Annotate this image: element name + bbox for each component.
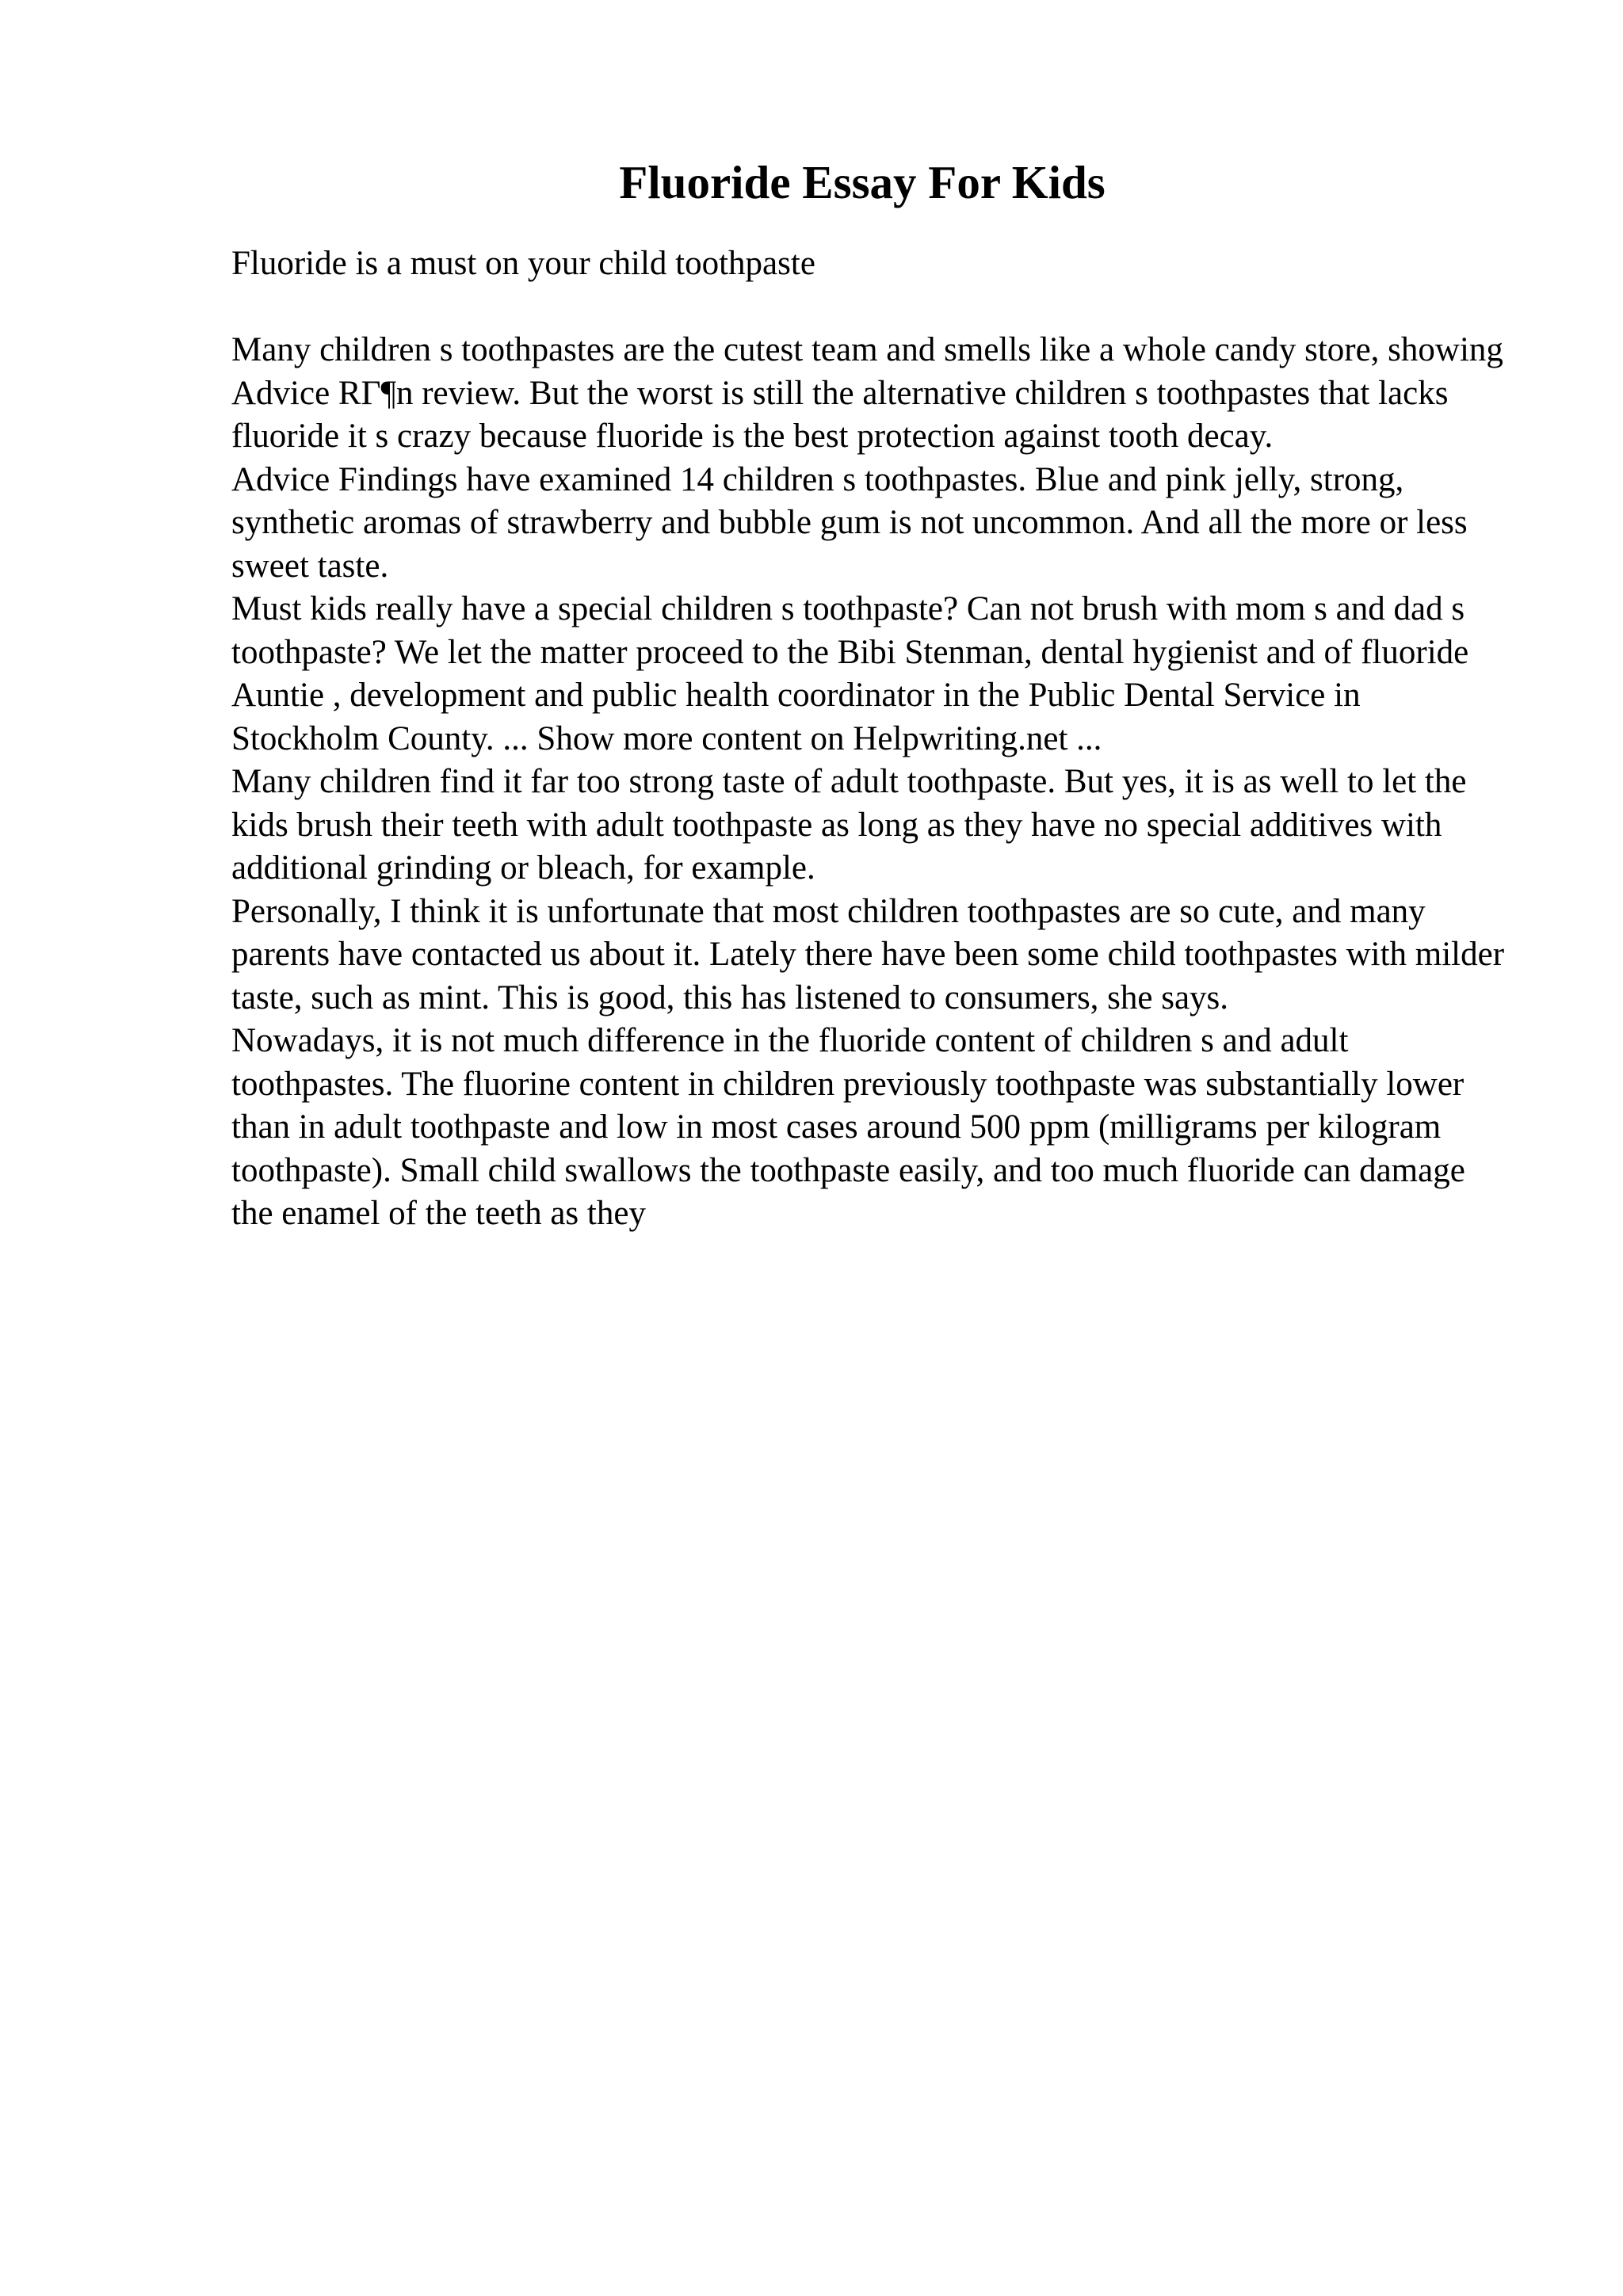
paragraph: Must kids really have a special children s toothpaste? Can not brush with mom s and dad s toothpaste? We let the matter proceed to the Bibi Stenman, dental hygienist and of fluoride Auntie , development and public health coordinator in the Public Dental Service in Stockholm County. ... Show more content on Helpwriting.net ...: [231, 590, 1469, 757]
paragraph: Nowadays, it is not much difference in the fluoride content of children s and adult toothpastes. The fluorine content in children previously toothpaste was substantially lower than in adult toothpaste and low in most cases around 500 ppm (milligrams per kilogram toothpaste). Small child swallows the toothpaste easily, and too much fluoride can damage the enamel of the teeth as they: [231, 1022, 1465, 1232]
paragraph: Advice Findings have examined 14 children s toothpastes. Blue and pink jelly, strong, synthetic aromas of strawberry and bubble gum is not uncommon. And all the more or less sweet taste.: [231, 460, 1468, 585]
document-subtitle: Fluoride is a must on your child toothpaste: [231, 245, 815, 282]
paragraph: Personally, I think it is unfortunate that most children toothpastes are so cute, and many parents have contacted us about it. Lately there have been some child toothpastes with milder taste, such as mint. This is good, this has listened to consumers, she says.: [231, 892, 1505, 1016]
paragraph: Many children find it far too strong taste of adult toothpaste. But yes, it is as well to let the kids brush their teeth with adult toothpaste as long as they have no special additives with additional grinding or bleach, for example.: [231, 763, 1467, 887]
document-body: [231, 242, 1515, 1236]
paragraph: Many children s toothpastes are the cutest team and smells like a whole candy store, showing Advice RГ¶n review. But the worst is still the alternative children s toothpastes that lacks fluoride it s crazy because fluoride is the best protection against tooth decay.: [231, 331, 1503, 455]
page-title: Fluoride Essay For Kids: [619, 156, 1106, 208]
